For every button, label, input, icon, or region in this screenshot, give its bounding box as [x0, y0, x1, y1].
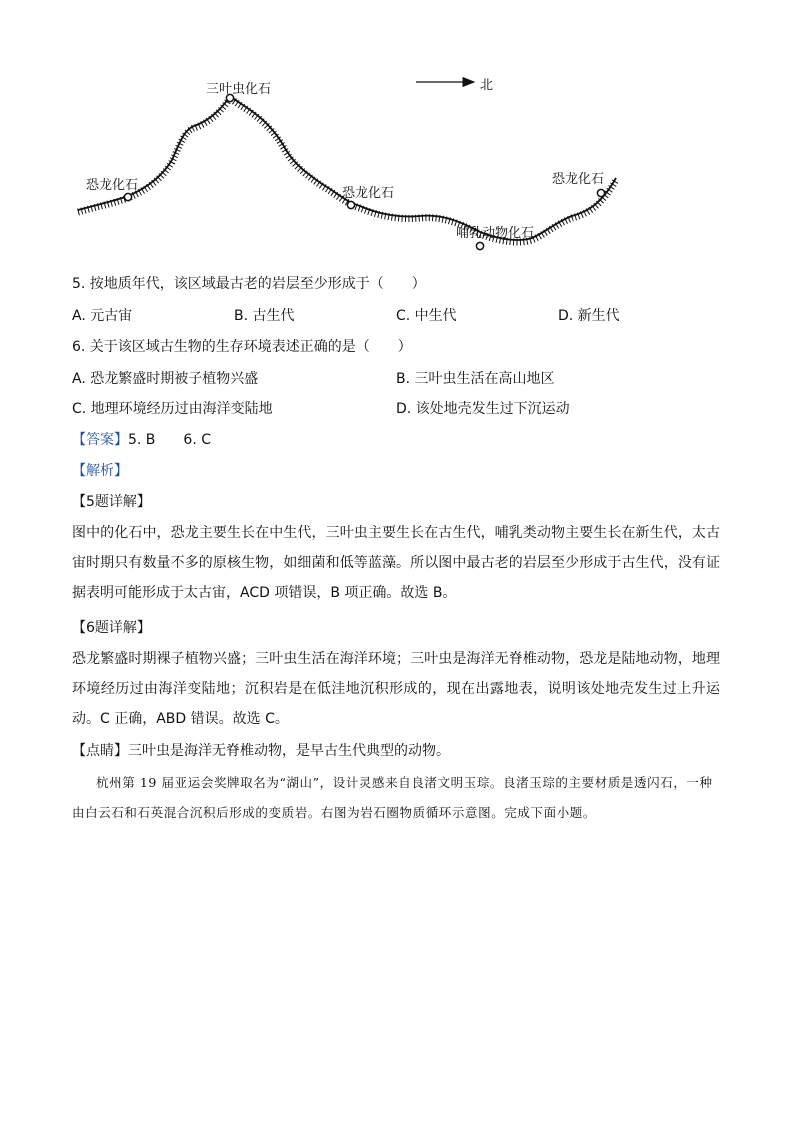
answer-text: 5. B 6. C: [128, 432, 211, 448]
dino-right-marker: [597, 189, 604, 196]
answer-line: [72, 430, 211, 450]
dino-mid-marker: [347, 201, 354, 208]
detail5-tag: 【5题详解】: [72, 494, 151, 510]
dino-mid-label: 恐龙化石: [342, 186, 395, 201]
next-question-intro: 杭州第 19 届亚运会奖牌取名为“湖山”，设计灵感来自良渚文明玉琮。良渚玉琮的主要材质是透闪石，一种由白云石和石英混合沉积后形成的变质岩。右图为岩石圈物质循环示意图。完成下面小题。: [72, 775, 713, 820]
tip-tag: 【点睛】: [72, 743, 128, 759]
q5-stem: 5. 按地质年代，该区域最古老的岩层至少形成于（ ）: [72, 276, 426, 292]
trilobite-label: 三叶虫化石: [206, 82, 272, 97]
terrain-hatch: [78, 98, 616, 242]
q5-option-b: B. 古生代: [234, 308, 295, 324]
tip-text: 三叶虫是海洋无脊椎动物，是早古生代典型的动物。: [128, 743, 450, 759]
q5-option-d: D. 新生代: [558, 308, 620, 324]
tip-line: [72, 741, 450, 761]
q6-option-c: C. 地理环境经历过由海洋变陆地: [72, 401, 273, 417]
mammal-label: 哺乳动物化石: [456, 226, 535, 241]
terrain-profile-svg: [60, 62, 640, 262]
q6-option-a: A. 恐龙繁盛时期被子植物兴盛: [72, 371, 259, 387]
analysis-tag: 【解析】: [72, 463, 128, 479]
dino-left-marker: [124, 193, 131, 200]
q6-option-d: D. 该处地壳发生过下沉运动: [396, 401, 570, 417]
detail6-tag: 【6题详解】: [72, 620, 151, 636]
q6-option-b: B. 三叶虫生活在高山地区: [396, 371, 555, 387]
q6-stem: 6. 关于该区域古生物的生存环境表述正确的是（ ）: [72, 339, 412, 355]
dino-right-label: 恐龙化石: [552, 172, 605, 187]
north-label: 北: [480, 78, 494, 93]
q5-option-c: C. 中生代: [396, 308, 457, 324]
detail5-text: 图中的化石中，恐龙主要生长在中生代，三叶虫主要生长在古生代，哺乳类动物主要生长在新生代，太古宙时期只有数量不多的原核生物，如细菌和低等蓝藻。所以图中最古老的岩层至少形成于古生代，没有证据表明可能形成于太古宙，ACD 项错误，B 项正确。故选 B。: [72, 525, 720, 601]
fossil-profile-figure: [60, 62, 640, 262]
mammal-marker: [476, 242, 483, 249]
answer-tag: 【答案】: [72, 432, 128, 448]
terrain-surface: [78, 96, 616, 240]
detail6-text: 恐龙繁盛时期裸子植物兴盛；三叶虫生活在海洋环境；三叶虫是海洋无脊椎动物，恐龙是陆地动物，地理环境经历过由海洋变陆地；沉积岩是在低洼地沉积形成的，现在出露地表，说明该处地壳发生过上升运动。C 正确，ABD 错误。故选 C。: [72, 651, 720, 727]
dino-left-label: 恐龙化石: [86, 178, 139, 193]
q5-option-a: A. 元古宙: [72, 308, 133, 324]
